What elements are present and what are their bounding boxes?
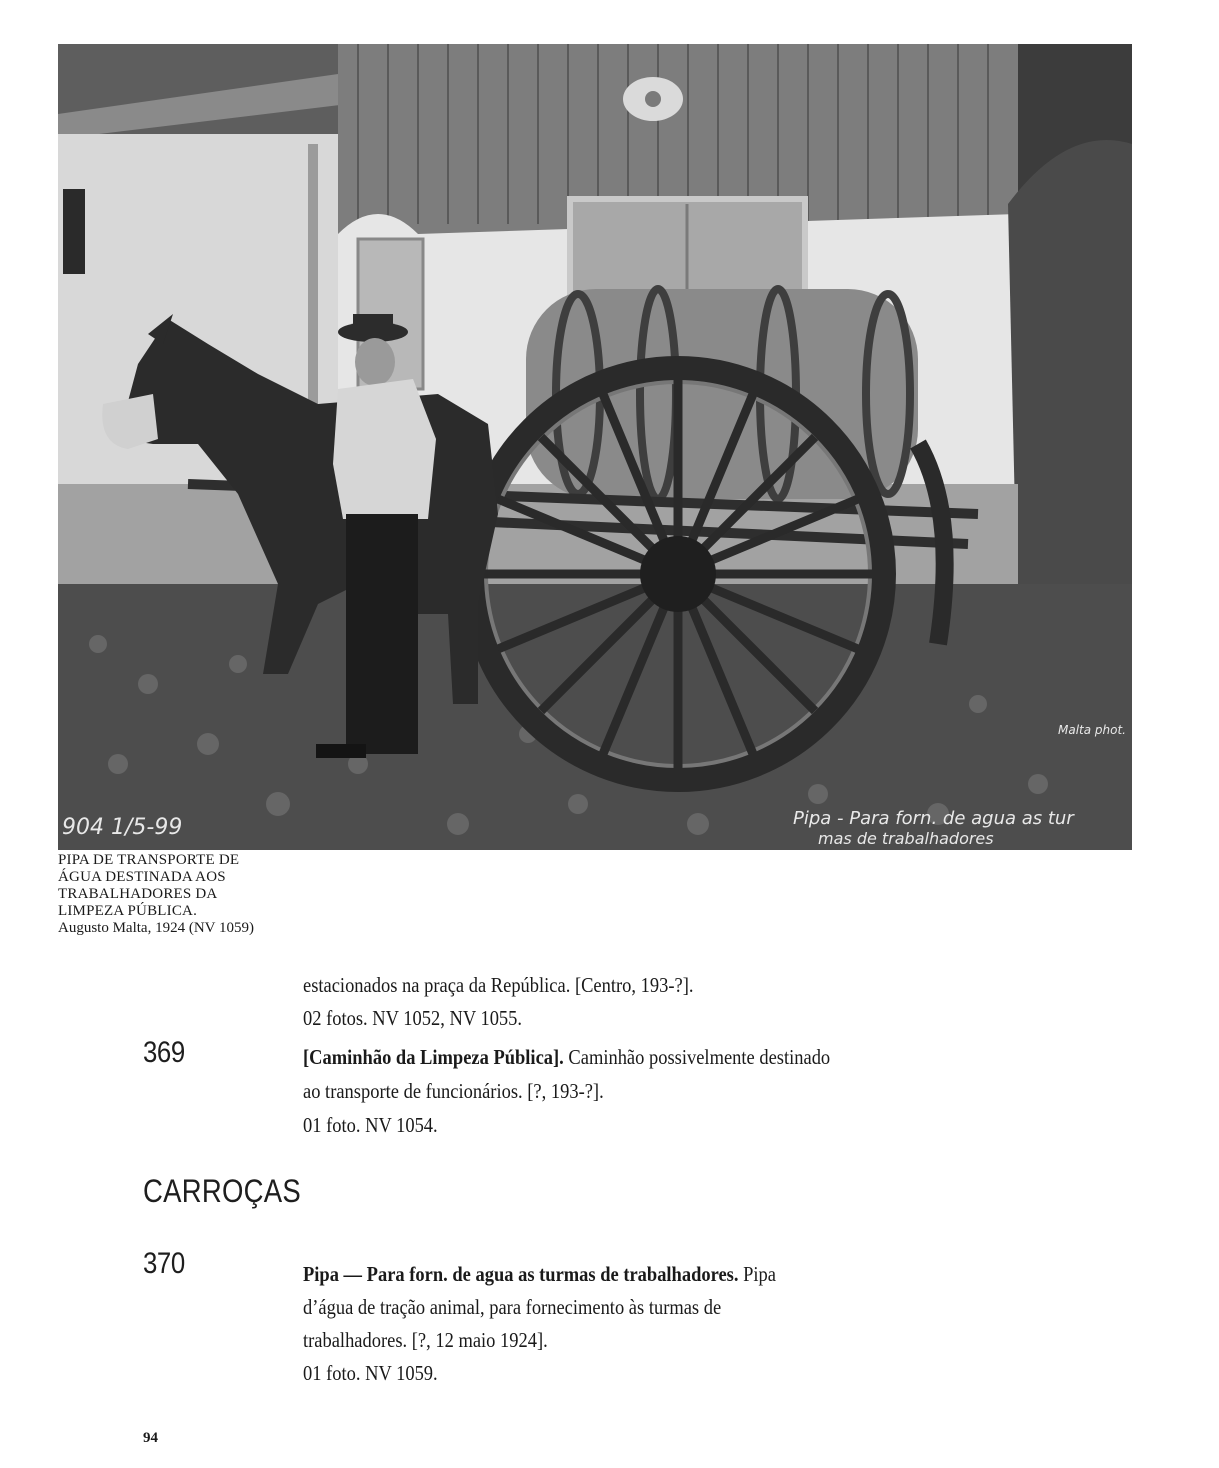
- entry-text-line: d’água de tração animal, para fornecimento às turmas de: [303, 1295, 722, 1319]
- entry-description: Caminhão possivelmente destinado: [563, 1045, 831, 1069]
- continuation-line: 02 fotos. NV 1052, NV 1055.: [303, 1006, 523, 1030]
- entry-reference: 01 foto. NV 1059.: [303, 1361, 438, 1385]
- page-number: 94: [143, 1430, 158, 1446]
- historic-photograph: [58, 44, 1132, 850]
- caption-line: TRABALHADORES DA: [58, 886, 218, 902]
- section-heading: CARROÇAS: [143, 1173, 302, 1209]
- entry-title: Pipa — Para forn. de agua as turmas de trabalhadores.: [303, 1262, 739, 1286]
- handwritten-title-line1: Pipa - Para forn. de agua as tur: [793, 808, 1074, 829]
- entry-text-line: [303, 1262, 776, 1287]
- entry-title: [Caminhão da Limpeza Pública].: [303, 1045, 564, 1069]
- entry-text-line: [303, 1045, 830, 1070]
- entry-description: Pipa: [738, 1262, 776, 1286]
- photographer-mark: Malta phot.: [1058, 723, 1126, 737]
- continuation-line: estacionados na praça da República. [Centro, 193-?].: [303, 973, 694, 997]
- caption-line: PIPA DE TRANSPORTE DE: [58, 852, 240, 868]
- photo-illustration: [58, 44, 1132, 850]
- entry-text-line: ao transporte de funcionários. [?, 193-?].: [303, 1079, 604, 1103]
- caption-credit: Augusto Malta, 1924 (NV 1059): [58, 920, 254, 936]
- entry-number: 370: [143, 1247, 185, 1280]
- entry-reference: 01 foto. NV 1054.: [303, 1113, 438, 1137]
- handwritten-number: 904 1/5-99: [62, 815, 183, 840]
- caption-line: LIMPEZA PÚBLICA.: [58, 903, 198, 919]
- caption-line: ÁGUA DESTINADA AOS: [58, 869, 226, 885]
- photo-caption: [58, 852, 318, 937]
- entry-text-line: trabalhadores. [?, 12 maio 1924].: [303, 1328, 548, 1352]
- entry-number: 369: [143, 1036, 185, 1069]
- handwritten-title-line2: mas de trabalhadores: [818, 829, 994, 848]
